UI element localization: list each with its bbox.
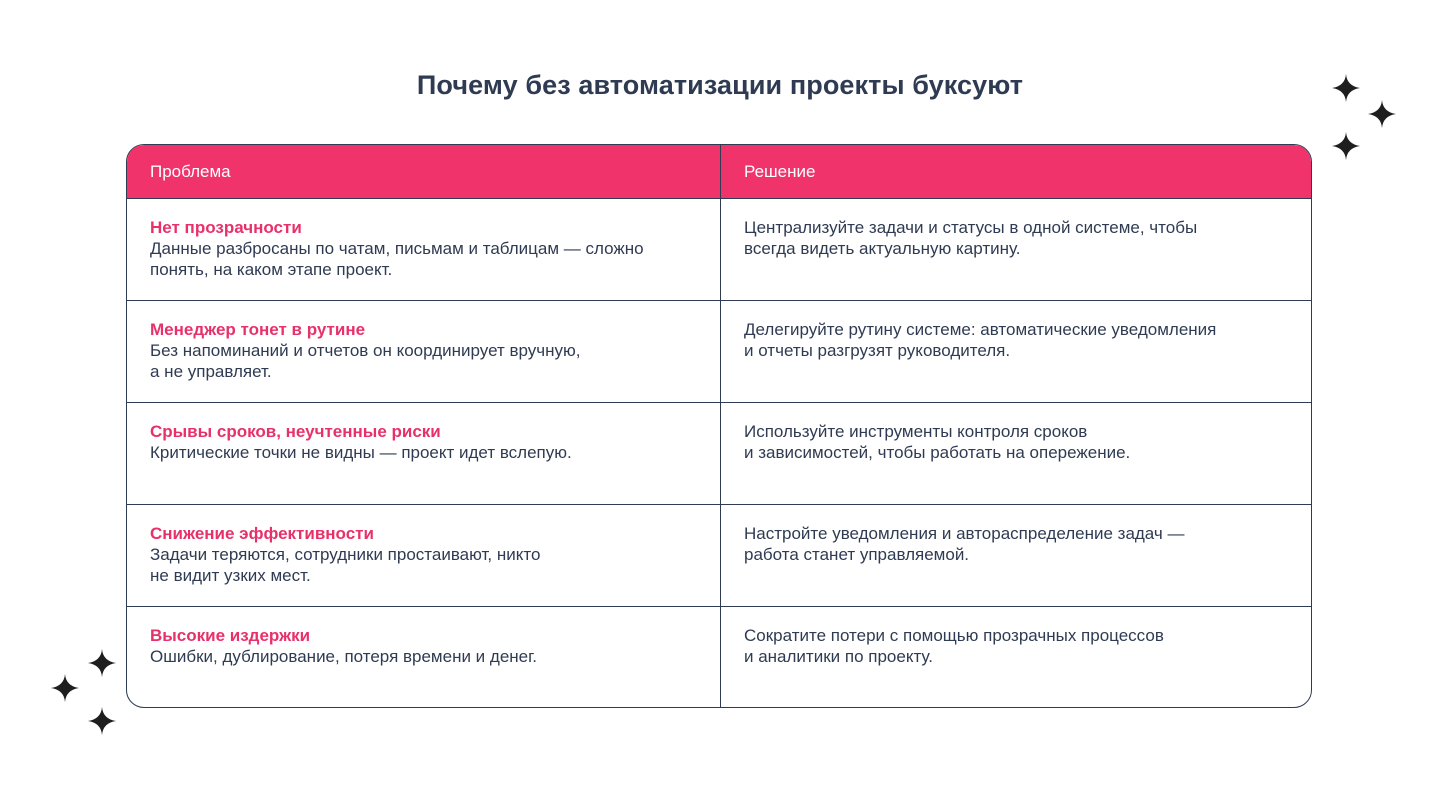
solution-cell: [721, 607, 1311, 708]
problem-title: Срывы сроков, неучтенные риски: [150, 422, 441, 441]
solution-text: Используйте инструменты контроля сроков и зависимостей, чтобы работать на опережение.: [744, 422, 1131, 462]
problem-solution-table: [126, 144, 1312, 708]
solution-text: Делегируйте рутину системе: автоматические уведомления и отчеты разгрузят руководителя.: [744, 320, 1217, 360]
page-title: Почему без автоматизации проекты буксуют: [416, 70, 1024, 100]
problem-cell: [127, 607, 721, 708]
solution-cell: [721, 301, 1311, 402]
header-solution: Решение: [744, 162, 816, 181]
table-row: [127, 505, 1311, 607]
problem-description: Данные разбросаны по чатам, письмам и таблицам — сложно понять, на каком этапе проект.: [150, 239, 644, 279]
table-row: [127, 403, 1311, 505]
problem-cell: [127, 199, 721, 300]
problem-cell: [127, 505, 721, 606]
table-row: [127, 301, 1311, 403]
problem-title: Нет прозрачности: [150, 218, 302, 237]
problem-title: Снижение эффективности: [150, 524, 374, 543]
solution-cell: [721, 199, 1311, 300]
problem-description: Без напоминаний и отчетов он координирует вручную, а не управляет.: [150, 341, 581, 381]
solution-text: Настройте уведомления и автораспределение задач — работа станет управляемой.: [744, 524, 1185, 564]
problem-cell: [127, 403, 721, 504]
problem-description: Критические точки не видны — проект идет вслепую.: [150, 443, 572, 462]
solution-cell: [721, 505, 1311, 606]
problem-title: Высокие издержки: [150, 626, 311, 645]
solution-text: Сократите потери с помощью прозрачных процессов и аналитики по проекту.: [744, 626, 1164, 666]
sparkles-bottom-left: [46, 646, 126, 740]
solution-text: Централизуйте задачи и статусы в одной системе, чтобы всегда видеть актуальную картину.: [744, 218, 1198, 258]
table-row: [127, 199, 1311, 301]
problem-title: Менеджер тонет в рутине: [150, 320, 366, 339]
sparkle-icon: [46, 646, 126, 740]
problem-description: Задачи теряются, сотрудники простаивают, никто не видит узких мест.: [150, 545, 541, 585]
table-row: [127, 607, 1311, 708]
problem-description: Ошибки, дублирование, потеря времени и денег.: [150, 647, 537, 666]
header-problem: Проблема: [127, 145, 721, 198]
table-header: [127, 145, 1311, 199]
sparkles-top-right: [1326, 70, 1406, 164]
sparkle-icon: [1326, 70, 1406, 164]
solution-cell: [721, 403, 1311, 504]
problem-cell: [127, 301, 721, 402]
